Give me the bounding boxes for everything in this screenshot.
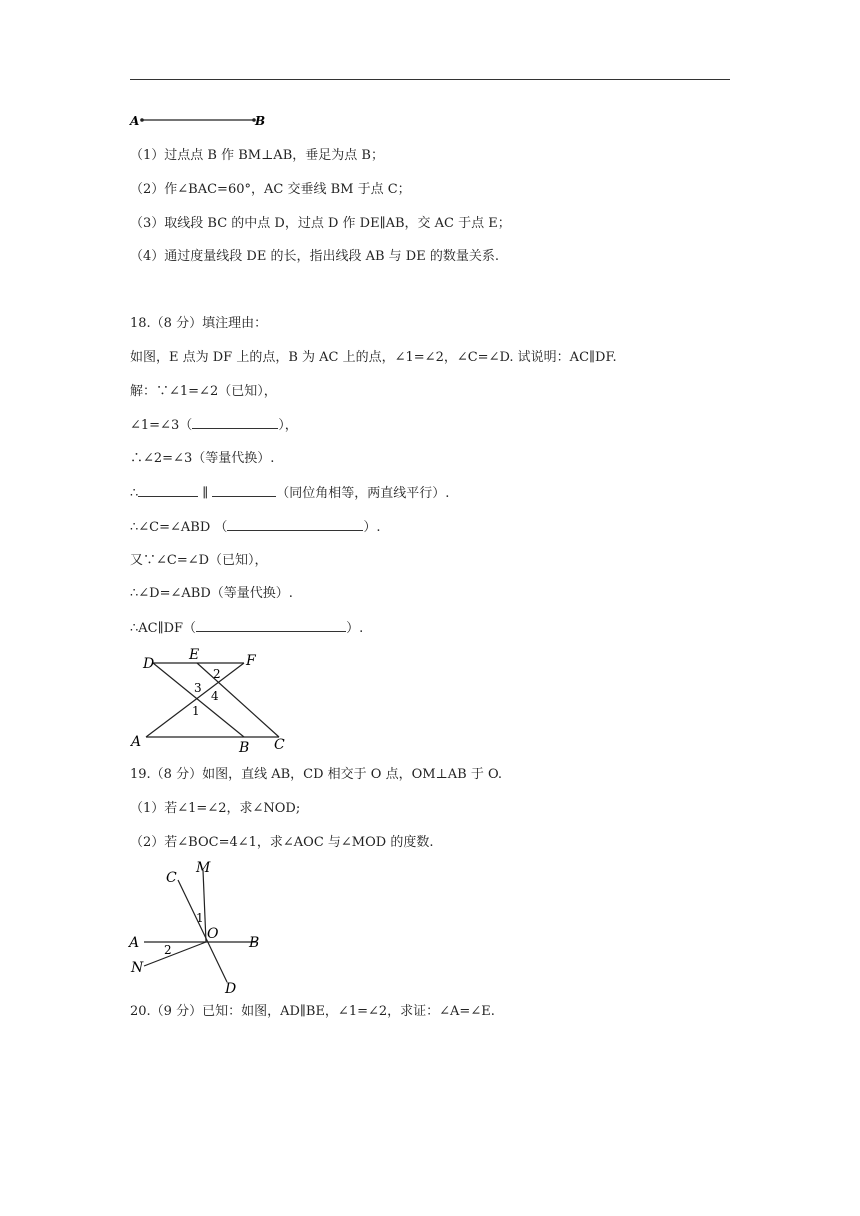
- q18-line-7: ∴∠D=∠ABD（等量代换）.: [130, 586, 293, 601]
- segment-label-a: A: [130, 114, 140, 128]
- q19-label-c: C: [166, 870, 177, 886]
- q19-figure: [128, 858, 268, 996]
- q18-label-a: A: [131, 734, 142, 750]
- q18-angle-4: 4: [211, 689, 219, 703]
- q18-label-e: E: [189, 647, 200, 663]
- reason-blank-1[interactable]: [192, 416, 278, 429]
- q18-line-4-post: （同位角相等，两直线平行）.: [276, 486, 450, 501]
- parallel-blank-left[interactable]: [138, 484, 198, 497]
- q18-heading: 18.（8 分）填注理由：: [130, 316, 268, 331]
- q18-angle-3: 3: [194, 681, 202, 695]
- q20-heading: 20.（9 分）已知：如图，AD∥BE，∠1=∠2，求证：∠A=∠E.: [130, 1004, 495, 1019]
- reason-blank-3[interactable]: [196, 619, 346, 632]
- q18-line-2: [130, 416, 298, 435]
- q18-line-4-mid: ∥: [202, 486, 209, 501]
- q19-label-m: M: [196, 860, 211, 876]
- q18-figure: [128, 648, 293, 756]
- q19-part-2: （2）若∠BOC=4∠1，求∠AOC 与∠MOD 的度数.: [130, 835, 434, 850]
- q18-angle-1: 1: [192, 704, 200, 718]
- q19-angle-2: 2: [164, 943, 172, 957]
- q18-line-1: 解：∵∠1=∠2（已知），: [130, 384, 277, 399]
- q18-line-2-post: ），: [278, 418, 298, 433]
- q17-step-1: （1）过点点 B 作 BM⊥AB，垂足为点 B；: [130, 148, 384, 163]
- q19-label-a: A: [129, 935, 140, 951]
- q18-line-5: [130, 518, 381, 537]
- q19-part-1: （1）若∠1=∠2，求∠NOD;: [130, 801, 301, 816]
- q19-label-n: N: [131, 960, 144, 976]
- q18-line-6: 又∵∠C=∠D（已知），: [130, 553, 268, 568]
- q18-statement: 如图，E 点为 DF 上的点，B 为 AC 上的点，∠1=∠2，∠C=∠D. 试说明：AC∥DF.: [130, 350, 617, 365]
- q18-label-b: B: [239, 740, 250, 756]
- q18-line-5-pre: ∴∠C=∠ABD （: [130, 520, 228, 535]
- q18-line-8: [130, 619, 363, 638]
- q19-label-b: B: [249, 935, 260, 951]
- q18-line-5-post: ）.: [363, 520, 381, 535]
- q17-step-2: （2）作∠BAC=60°，AC 交垂线 BM 于点 C；: [130, 182, 411, 197]
- segment-ab-figure: [128, 110, 268, 130]
- header-rule: [130, 79, 730, 80]
- q18-line-3: ∴∠2=∠3（等量代换）.: [130, 451, 275, 466]
- q17-step-4: （4）通过度量线段 DE 的长，指出线段 AB 与 DE 的数量关系.: [130, 249, 499, 264]
- q19-heading: 19.（8 分）如图，直线 AB，CD 相交于 O 点，OM⊥AB 于 O.: [130, 767, 503, 782]
- q18-line-4: [130, 484, 449, 503]
- q17-step-3: （3）取线段 BC 的中点 D，过点 D 作 DE∥AB，交 AC 于点 E；: [130, 216, 511, 231]
- q19-label-d: D: [225, 981, 237, 997]
- q18-line-8-pre: ∴AC∥DF（: [130, 621, 197, 636]
- segment-label-b: B: [255, 114, 266, 128]
- q18-angle-2: 2: [213, 667, 221, 681]
- q18-line-4-pre: ∴: [130, 486, 139, 501]
- q18-label-d: D: [143, 656, 155, 672]
- q18-label-c: C: [274, 737, 285, 753]
- parallel-blank-right[interactable]: [212, 484, 276, 497]
- q18-label-f: F: [246, 653, 256, 669]
- q19-angle-1: 1: [196, 911, 204, 925]
- q19-label-o: O: [207, 926, 219, 942]
- q18-line-2-pre: ∠1=∠3（: [130, 418, 193, 433]
- reason-blank-2[interactable]: [227, 518, 363, 531]
- q18-line-8-post: ）.: [346, 621, 364, 636]
